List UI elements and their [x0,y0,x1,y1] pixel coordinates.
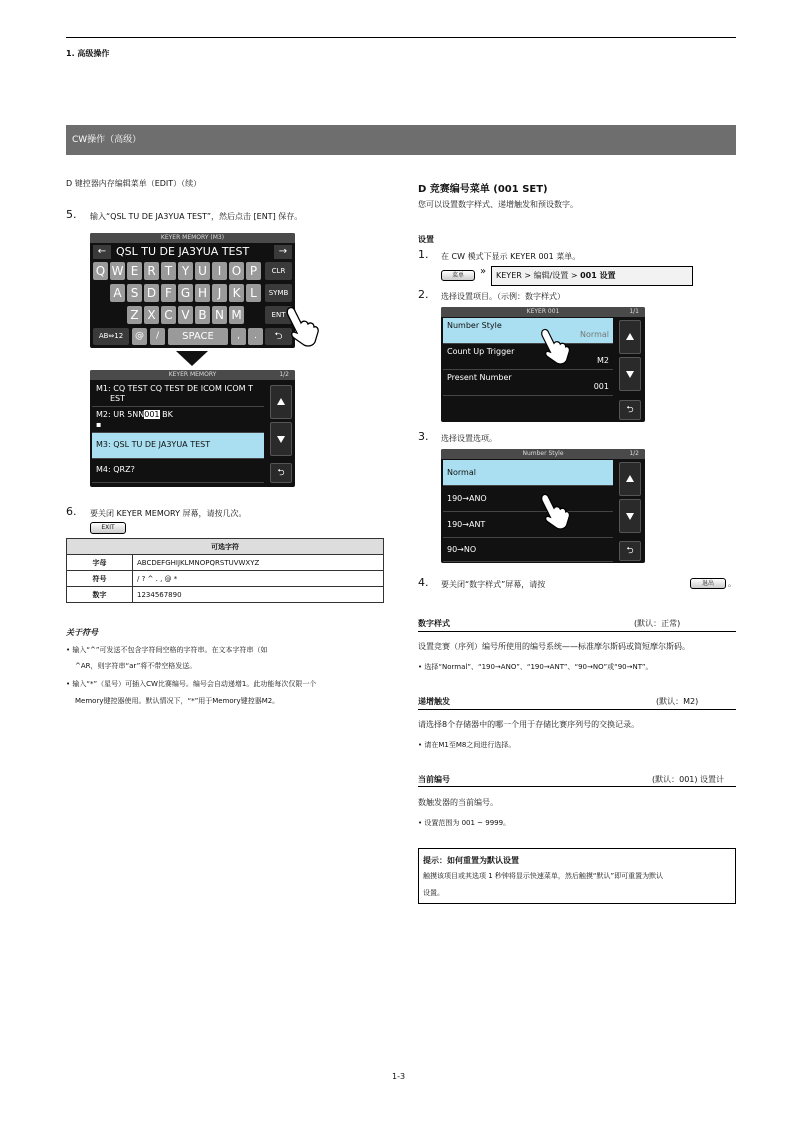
selectable-characters-table [66,538,384,603]
count-up-default: (默认：M2) [656,697,699,706]
memory-item-m4[interactable]: M4: QRZ? [92,459,264,483]
keyer001-back-button[interactable]: ⮌ [619,400,641,420]
present-number-note: • 设置范围为 001 ~ 9999。 [418,818,510,828]
down-arrow-icon [176,351,208,366]
symbol-note-2b: Memory键控器使用。默认情况下，“*”用于Memory键控器M2。 [75,697,280,705]
tap-hand-icon [282,305,320,347]
key-i[interactable]: I [212,262,227,280]
present-number-value: 001 [593,382,609,391]
table-row [67,555,384,571]
key-s[interactable]: S [127,284,142,302]
key-c[interactable]: C [161,306,176,324]
table-header: 可选字符 [67,539,384,555]
path-chevron-icon: » [480,266,487,277]
clr-key[interactable]: CLR [265,262,292,280]
keyer-memory-editor-screen [90,233,295,348]
key-j[interactable]: J [212,284,227,302]
up-triangle-icon [277,398,285,405]
keyer001-title: KEYER 001 [441,307,645,317]
tap-hand-icon [537,492,571,530]
down-triangle-icon [626,371,634,378]
memory-m1-line2: EST [110,394,126,403]
step5-text: 输入“QSL TU DE JA3YUA TEST”，然后点击 [ENT] 保存。 [90,212,303,221]
key-slash[interactable]: / [150,328,165,345]
cursor-right-key[interactable]: → [274,245,292,259]
text-input[interactable]: QSL TU DE JA3YUA TEST [116,245,250,258]
memory-back-button[interactable]: ⮌ [270,463,292,483]
symbol-note-2a: • 输入“*”（星号）可插入CW比赛编号。编号会自动递增1。此功能每次仅限一个 [66,679,316,689]
tip-line-1: 触摸该项目或其选项 1 秒钟将显示快速菜单，然后触摸“默认”即可重置为默认 [423,872,664,880]
key-n[interactable]: N [212,306,227,324]
keyer-memory-list-screen [90,370,295,487]
menu-path-box [491,266,693,286]
keyer001-scroll-up-button[interactable] [619,320,641,354]
numstyle-scroll-down-button[interactable] [619,499,641,533]
count-up-note: • 请在M1至M8之间进行选择。 [418,740,515,750]
editor-title: KEYER MEMORY (M3) [90,233,295,243]
tip-box [418,848,736,904]
number-style-label: Number Style [447,321,502,330]
option-190-ant[interactable]: 190→ANT [443,512,613,538]
memory-m2-icon: ▪ [96,420,102,429]
key-p[interactable]: P [246,262,261,280]
section-banner: CW操作（高级） [66,125,736,155]
right-heading: D 竞赛编号菜单 (001 SET) [418,184,548,195]
key-d[interactable]: D [144,284,159,302]
down-triangle-icon [626,513,634,520]
step3-text: 选择设置选项。 [441,434,497,443]
present-number-label: Present Number [447,373,512,382]
key-y[interactable]: Y [178,262,193,280]
step4-text: 要关闭“数字样式”屏幕，请按 [441,580,546,589]
step5-number: 5. [66,208,77,221]
key-comma[interactable]: , [231,328,246,345]
symbol-note-1a: • 输入“^”可发送不包含字符间空格的字符串。在文本字符串（如 [66,645,267,655]
number-style-default: (默认：正常) [634,619,681,628]
key-e[interactable]: E [127,262,142,280]
key-z[interactable]: Z [127,306,142,324]
key-m[interactable]: M [229,306,244,324]
page-number: 1-3 [392,1072,406,1081]
key-v[interactable]: V [178,306,193,324]
memory-page: 1/2 [279,371,289,378]
key-f[interactable]: F [161,284,176,302]
step2-text: 选择设置项目。（示例：数字样式） [441,292,565,301]
number-style-desc: 设置竞赛（序列）编号所使用的编号系统——标准摩尔斯码或简短摩尔斯码。 [418,642,690,651]
right-subheading: 您可以设置数字样式、递增触发和预设数字。 [418,200,578,209]
numstyle-page: 1/2 [629,450,639,457]
key-period[interactable]: . [248,328,263,345]
memory-m2-prefix: M2: UR 5NN [96,410,145,419]
table-row [67,587,384,603]
key-h[interactable]: H [195,284,210,302]
table-key: 符号 [67,571,133,587]
left-heading: D 键控器内存编辑菜单（EDIT）（续） [66,179,202,188]
key-g[interactable]: G [178,284,193,302]
key-l[interactable]: L [246,284,261,302]
menu-button[interactable]: 菜单 [441,270,475,281]
down-triangle-icon [277,436,285,443]
cursor-left-key[interactable]: ← [93,245,111,259]
symb-key[interactable]: SYMB [265,284,292,302]
key-a[interactable]: A [110,284,125,302]
step1-text: 在 CW 模式下显示 KEYER 001 菜单。 [441,252,581,261]
table-value: 1234567890 [133,587,384,603]
table-row [67,571,384,587]
symbol-note-1b: ^AR，则字符串“ar”将不带空格发送。 [75,662,197,670]
key-b[interactable]: B [195,306,210,324]
count-up-trigger-label: Count Up Trigger [447,347,515,356]
keyer001-scroll-down-button[interactable] [619,357,641,391]
exit-button[interactable]: EXIT [90,522,126,534]
section-rule [418,631,736,632]
key-x[interactable]: X [144,306,159,324]
memory-item-m1[interactable] [92,381,264,407]
number-style-value: Normal [580,330,609,339]
ab-12-toggle-key[interactable]: AB⇔12 [93,328,129,345]
option-normal[interactable]: Normal [443,460,613,486]
table-value: ABCDEFGHIJKLMNOPQRSTUVWXYZ [133,555,384,571]
numstyle-scroll-up-button[interactable] [619,462,641,496]
key-u[interactable]: U [195,262,210,280]
count-up-trigger-value: M2 [597,356,609,365]
numstyle-back-button[interactable]: ⮌ [619,541,641,561]
scroll-down-button[interactable] [270,422,292,456]
key-at[interactable]: @ [132,328,147,345]
section-rule [418,709,736,710]
tap-hand-icon [537,327,571,365]
key-k[interactable]: K [229,284,244,302]
step4-number: 4. [418,576,429,589]
section-rule [418,786,736,787]
number-style-section-title: 数字样式 [418,619,450,628]
header-rule [66,37,736,38]
section-header: 1. 高级操作 [66,49,110,58]
number-style-item[interactable] [443,318,613,344]
present-number-desc: 数触发器的当前编号。 [418,798,498,807]
ent-key[interactable]: ENT [265,306,292,324]
key-o[interactable]: O [229,262,244,280]
memory-title: KEYER MEMORY [90,370,295,380]
key-r[interactable]: R [144,262,159,280]
option-190-ano[interactable]: 190→ANO [443,486,613,512]
count-up-section-title: 递增触发 [418,697,450,706]
option-90-no[interactable]: 90→NO [443,538,613,562]
present-number-section-title: 当前编号 [418,775,450,784]
numstyle-title: Number Style [441,449,645,459]
up-triangle-icon [626,475,634,482]
number-style-note: • 选择“Normal”、“190→ANO”、“190→ANT”、“90→NO”或“90→NT”。 [418,662,653,672]
count-up-trigger-item[interactable] [443,344,613,370]
space-key[interactable]: SPACE [168,328,228,345]
step6-number: 6. [66,505,77,518]
key-q[interactable]: Q [93,262,108,280]
present-number-default: (默认：001) 设置计 [652,775,725,784]
exit-button-cn[interactable]: 退出 [690,578,726,589]
key-t[interactable]: T [161,262,176,280]
memory-item-m2[interactable] [92,407,264,433]
menu-path-text: KEYER > 编辑/设置 > [496,271,581,280]
present-number-item[interactable] [443,370,613,396]
step4-end: 。 [728,579,736,588]
keyer001-page: 1/1 [629,308,639,315]
tip-title: 提示：如何重置为默认设置 [423,856,519,865]
setting-label: 设置 [418,235,434,244]
scroll-up-button[interactable] [270,385,292,419]
step3-number: 3. [418,430,429,443]
step2-number: 2. [418,288,429,301]
table-value: / ? ^ . , @ * [133,571,384,587]
up-triangle-icon [626,333,634,340]
table-key: 数字 [67,587,133,603]
memory-item-m3[interactable]: M3: QSL TU DE JA3YUA TEST [92,433,264,459]
memory-m1-line1: M1: CQ TEST CQ TEST DE ICOM ICOM T [96,384,253,393]
step6-text: 要关闭 KEYER MEMORY 屏幕，请按几次。 [90,509,247,518]
step1-number: 1. [418,248,429,261]
menu-path-bold: 001 设置 [580,271,616,280]
tip-line-2: 设置。 [423,889,444,897]
table-key: 字母 [67,555,133,571]
key-w[interactable]: W [111,264,124,278]
count-up-desc: 请选择8个存储器中的哪一个用于存储比赛序列号的交换记录。 [418,720,640,729]
about-symbols-heading: 关于符号 [66,628,98,637]
memory-m2-counter: 001 [144,410,160,419]
back-key[interactable]: ⮌ [265,328,292,345]
memory-m2-suffix: BK [159,410,173,419]
